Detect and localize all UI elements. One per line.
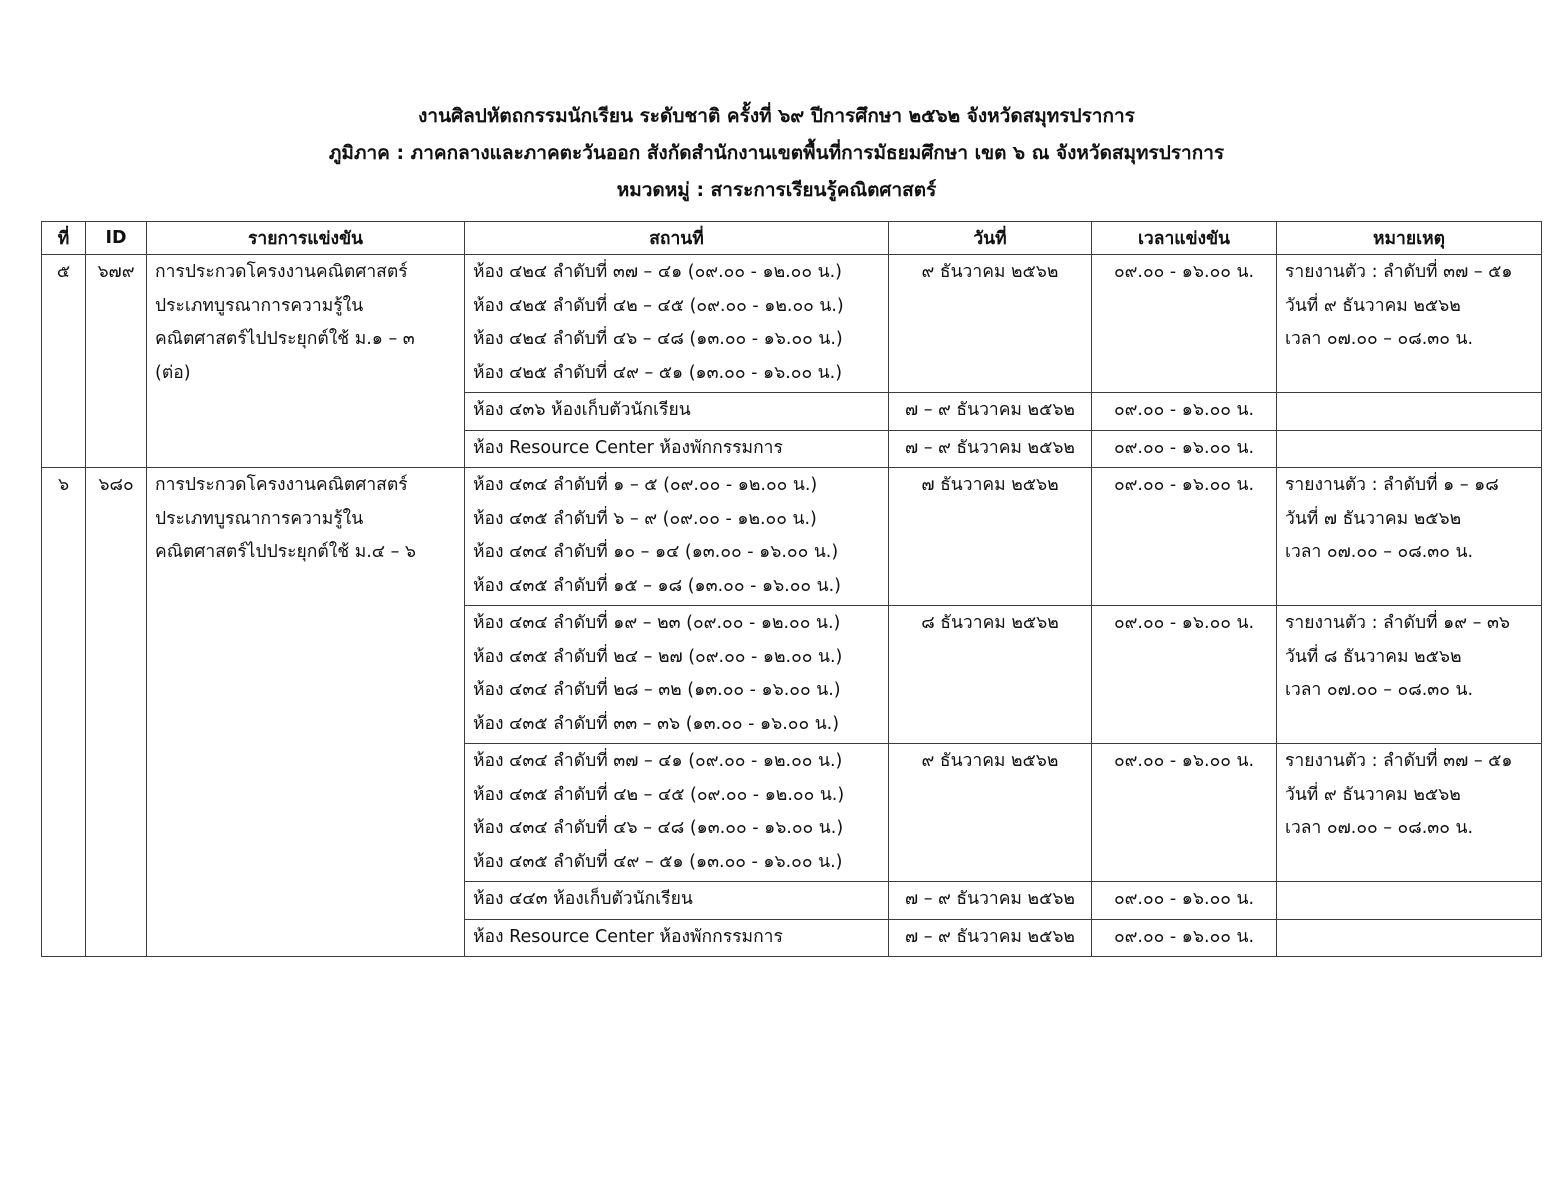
header-event: รายการแข่งขัน (147, 222, 465, 255)
remark-cell (1277, 919, 1542, 957)
date-cell: ๗ ธันวาคม ๒๕๖๒ (889, 468, 1092, 606)
title-line-1: งานศิลปหัตถกรรมนักเรียน ระดับชาติ ครั้งที่ ๖๙ ปีการศึกษา ๒๕๖๒ จังหวัดสมุทรปราการ (418, 105, 1135, 127)
row-number-cell: ๖ (42, 468, 86, 957)
time-cell: ๐๙.๐๐ - ๑๖.๐๐ น. (1092, 255, 1277, 393)
time-cell: ๐๙.๐๐ - ๑๖.๐๐ น. (1092, 882, 1277, 920)
venue-cell (465, 882, 889, 920)
event-name-cell-line: คณิตศาสตร์ไปประยุกต์ใช้ ม.๑ – ๓ (155, 329, 415, 349)
date-cell: ๗ – ๙ ธันวาคม ๒๕๖๒ (889, 430, 1092, 468)
venue-cell-line: ห้อง ๔๔๓ ห้องเก็บตัวนักเรียน (473, 889, 693, 909)
event-name-cell (147, 468, 465, 957)
venue-cell-line: ห้อง ๔๓๕ ลำดับที่ ๑๕ – ๑๘ (๑๓.๐๐ - ๑๖.๐๐ น.) (473, 575, 842, 596)
remark-cell (1277, 606, 1542, 744)
event-name-cell-line: (ต่อ) (155, 362, 191, 383)
venue-cell-line: ห้อง ๔๓๔ ลำดับที่ ๑๙ – ๒๓ (๐๙.๐๐ - ๑๒.๐๐ น.) (473, 613, 841, 633)
date-cell: ๗ – ๙ ธันวาคม ๒๕๖๒ (889, 882, 1092, 920)
remark-cell-line: รายงานตัว : ลำดับที่ ๓๗ – ๕๑ (1285, 751, 1513, 771)
remark-cell (1277, 468, 1542, 606)
venue-cell (465, 255, 889, 393)
row-number-cell: ๕ (42, 255, 86, 468)
event-name-cell-line: ประเภทบูรณาการความรู้ใน (155, 295, 364, 316)
time-cell: ๐๙.๐๐ - ๑๖.๐๐ น. (1092, 468, 1277, 606)
venue-cell (465, 393, 889, 431)
remark-cell-line: วันที่ ๗ ธันวาคม ๒๕๖๒ (1285, 508, 1462, 529)
remark-cell-line: วันที่ ๙ ธันวาคม ๒๕๖๒ (1285, 295, 1461, 316)
remark-cell-line: เวลา ๐๗.๐๐ – ๐๘.๓๐ น. (1285, 329, 1474, 349)
remark-cell (1277, 393, 1542, 431)
remark-cell-line: เวลา ๐๗.๐๐ – ๐๘.๓๐ น. (1285, 818, 1474, 838)
venue-cell-line: ห้อง ๔๒๕ ลำดับที่ ๔๒ – ๔๕ (๐๙.๐๐ - ๑๒.๐๐ น.) (473, 295, 844, 316)
venue-cell-line: ห้อง ๔๓๕ ลำดับที่ ๔๙ – ๕๑ (๑๓.๐๐ - ๑๖.๐๐ น.) (473, 851, 843, 872)
event-name-cell-line: การประกวดโครงงานคณิตศาสตร์ (155, 262, 408, 282)
time-cell: ๐๙.๐๐ - ๑๖.๐๐ น. (1092, 606, 1277, 744)
table-body (42, 255, 1542, 957)
event-name-cell-line: คณิตศาสตร์ไปประยุกต์ใช้ ม.๔ – ๖ (155, 542, 417, 562)
event-name-cell (147, 255, 465, 468)
table-row (42, 255, 1542, 393)
venue-cell-line: ห้อง ๔๓๔ ลำดับที่ ๔๖ – ๔๘ (๑๓.๐๐ - ๑๖.๐๐ น.) (473, 818, 844, 838)
header-remark: หมายเหตุ (1277, 222, 1542, 255)
remark-cell-line: เวลา ๐๗.๐๐ – ๐๘.๓๐ น. (1285, 542, 1474, 562)
header-id: ID (86, 222, 147, 255)
remark-cell-line: รายงานตัว : ลำดับที่ ๓๗ – ๕๑ (1285, 262, 1513, 282)
remark-cell (1277, 744, 1542, 882)
title-line-3: หมวดหมู่ : สาระการเรียนรู้คณิตศาสตร์ (616, 179, 937, 201)
time-cell: ๐๙.๐๐ - ๑๖.๐๐ น. (1092, 430, 1277, 468)
venue-cell-line: ห้อง ๔๒๔ ลำดับที่ ๓๗ – ๔๑ (๐๙.๐๐ - ๑๒.๐๐ น.) (473, 262, 842, 282)
header-no: ที่ (42, 222, 86, 255)
date-cell: ๗ – ๙ ธันวาคม ๒๕๖๒ (889, 393, 1092, 431)
event-name-cell-line: การประกวดโครงงานคณิตศาสตร์ (155, 475, 408, 495)
time-cell: ๐๙.๐๐ - ๑๖.๐๐ น. (1092, 919, 1277, 957)
venue-cell-line: ห้อง ๔๓๔ ลำดับที่ ๒๘ – ๓๒ (๑๓.๐๐ - ๑๖.๐๐ น.) (473, 680, 841, 700)
venue-cell-line: ห้อง ๔๓๕ ลำดับที่ ๒๔ – ๒๗ (๐๙.๐๐ - ๑๒.๐๐ น.) (473, 646, 843, 667)
venue-cell-line: ห้อง ๔๓๔ ลำดับที่ ๓๗ – ๔๑ (๐๙.๐๐ - ๑๒.๐๐ น.) (473, 751, 843, 771)
venue-cell (465, 606, 889, 744)
venue-cell-line: ห้อง Resource Center ห้องพักกรรมการ (473, 437, 783, 458)
remark-cell-line: รายงานตัว : ลำดับที่ ๑๙ – ๓๖ (1285, 613, 1511, 633)
header-date: วันที่ (889, 222, 1092, 255)
time-cell: ๐๙.๐๐ - ๑๖.๐๐ น. (1092, 393, 1277, 431)
venue-cell-line: ห้อง ๔๒๔ ลำดับที่ ๔๖ – ๔๘ (๑๓.๐๐ - ๑๖.๐๐ น.) (473, 329, 843, 349)
remark-cell-line: วันที่ ๙ ธันวาคม ๒๕๖๒ (1285, 784, 1461, 805)
time-cell: ๐๙.๐๐ - ๑๖.๐๐ น. (1092, 744, 1277, 882)
header-venue: สถานที่ (465, 222, 889, 255)
venue-cell (465, 919, 889, 957)
remark-cell (1277, 430, 1542, 468)
event-name-cell-line: ประเภทบูรณาการความรู้ใน (155, 508, 364, 529)
venue-cell-line: ห้อง ๔๓๔ ลำดับที่ ๑ – ๕ (๐๙.๐๐ - ๑๒.๐๐ น.) (473, 475, 818, 495)
venue-cell-line: ห้อง ๔๓๖ ห้องเก็บตัวนักเรียน (473, 400, 691, 420)
date-cell: ๗ – ๙ ธันวาคม ๒๕๖๒ (889, 919, 1092, 957)
remark-cell-line: รายงานตัว : ลำดับที่ ๑ – ๑๘ (1285, 475, 1499, 495)
table-header-row (42, 222, 1542, 255)
venue-cell (465, 468, 889, 606)
venue-cell-line: ห้อง ๔๓๕ ลำดับที่ ๖ – ๙ (๐๙.๐๐ - ๑๒.๐๐ น.) (473, 508, 817, 529)
schedule-table (41, 221, 1542, 957)
venue-cell-line: ห้อง ๔๓๕ ลำดับที่ ๓๓ – ๓๖ (๑๓.๐๐ - ๑๖.๐๐ น.) (473, 713, 840, 734)
table-row (42, 468, 1542, 606)
venue-cell-line: ห้อง ๔๒๕ ลำดับที่ ๔๙ – ๕๑ (๑๓.๐๐ - ๑๖.๐๐ น.) (473, 362, 843, 383)
venue-cell (465, 744, 889, 882)
remark-cell-line: วันที่ ๘ ธันวาคม ๒๕๖๒ (1285, 646, 1462, 667)
date-cell: ๙ ธันวาคม ๒๕๖๒ (889, 744, 1092, 882)
venue-cell-line: ห้อง ๔๓๔ ลำดับที่ ๑๐ – ๑๔ (๑๓.๐๐ - ๑๖.๐๐ น.) (473, 542, 839, 562)
row-id-cell: ๖๘๐ (86, 468, 147, 957)
remark-cell-line: เวลา ๐๗.๐๐ – ๐๘.๓๐ น. (1285, 680, 1474, 700)
venue-cell-line: ห้อง ๔๓๕ ลำดับที่ ๔๒ – ๔๕ (๐๙.๐๐ - ๑๒.๐๐ น.) (473, 784, 845, 805)
remark-cell (1277, 255, 1542, 393)
date-cell: ๘ ธันวาคม ๒๕๖๒ (889, 606, 1092, 744)
date-cell: ๙ ธันวาคม ๒๕๖๒ (889, 255, 1092, 393)
remark-cell (1277, 882, 1542, 920)
document-heading (0, 98, 1553, 209)
row-id-cell: ๖๗๙ (86, 255, 147, 468)
header-time: เวลาแข่งขัน (1092, 222, 1277, 255)
venue-cell-line: ห้อง Resource Center ห้องพักกรรมการ (473, 926, 783, 947)
title-line-2: ภูมิภาค : ภาคกลางและภาคตะวันออก สังกัดสำนักงานเขตพื้นที่การมัธยมศึกษา เขต ๖ ณ จังหวัดสมุทรปราการ (328, 142, 1225, 164)
venue-cell (465, 430, 889, 468)
